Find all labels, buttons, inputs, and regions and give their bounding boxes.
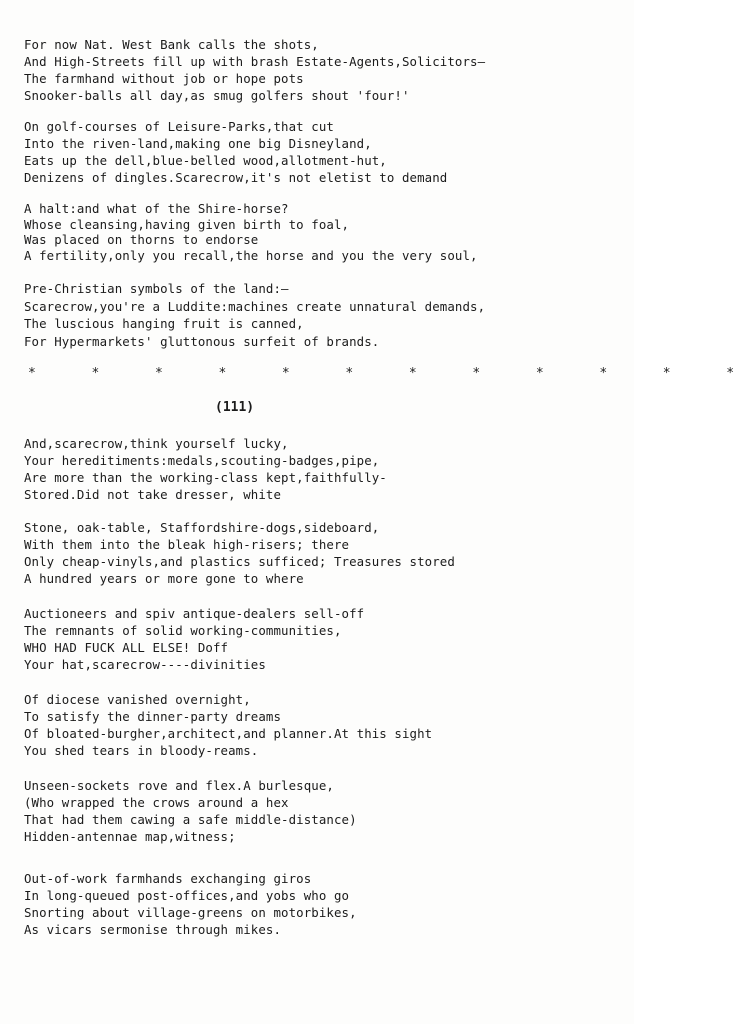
poem-line: For now Nat. West Bank calls the shots,	[24, 37, 319, 52]
poem-line: WHO HAD FUCK ALL ELSE! Doff	[24, 640, 229, 655]
poem-line: Out-of-work farmhands exchanging giros	[24, 871, 312, 886]
poem-line: Unseen-sockets rove and flex.A burlesque,	[24, 778, 334, 793]
stanza-4	[24, 280, 624, 350]
poem-line: A fertility,only you recall,the horse and you the very soul,	[24, 247, 478, 263]
poem-line: As vicars sermonise through mikes.	[24, 922, 282, 937]
poem-line: With them into the bleak high-risers; there	[24, 537, 350, 552]
poem-line: Hidden-antennae map,witness;	[24, 829, 236, 844]
section-divider: * * * * * * * * * * * *	[28, 366, 734, 381]
poem-line: (Who wrapped the crows around a hex	[24, 795, 289, 810]
poem-line: The remnants of solid working-communities,	[24, 623, 342, 638]
poem-line: You shed tears in bloody-reams.	[24, 743, 259, 758]
poem-line: In long-queued post-offices,and yobs who go	[24, 888, 350, 903]
poem-line: Denizens of dingles.Scarecrow,it's not eletist to demand	[24, 170, 448, 185]
poem-line: The farmhand without job or hope pots	[24, 71, 304, 86]
stanza-7	[24, 605, 624, 673]
poem-line: Stone, oak-table, Staffordshire-dogs,sideboard,	[24, 520, 380, 535]
poem-line: Of bloated-burgher,architect,and planner.At this sight	[24, 726, 433, 741]
stanza-5	[24, 435, 624, 503]
poem-line: For Hypermarkets' gluttonous surfeit of brands.	[24, 333, 380, 349]
poem-line: Snooker-balls all day,as smug golfers shout 'four!'	[24, 88, 410, 103]
poem-line: Whose cleansing,having given birth to foal,	[24, 216, 350, 232]
stanza-6	[24, 519, 624, 587]
poem-line: Snorting about village-greens on motorbikes,	[24, 905, 357, 920]
poem-line: And,scarecrow,think yourself lucky,	[24, 436, 289, 451]
poem-line: A halt:and what of the Shire-horse?	[24, 201, 289, 216]
poem-line: Was placed on thorns to endorse	[24, 232, 259, 247]
stanza-2	[24, 118, 624, 186]
poem-line: The luscious hanging fruit is canned,	[24, 316, 304, 331]
poem-line: To satisfy the dinner-party dreams	[24, 709, 282, 724]
poem-line: Eats up the dell,blue-belled wood,allotment-hut,	[24, 153, 387, 168]
poem-line: Auctioneers and spiv antique-dealers sell-off	[24, 606, 365, 621]
poem-line: Into the riven-land,making one big Disneyland,	[24, 136, 372, 151]
poem-line: Pre-Christian symbols of the land:—	[24, 281, 289, 296]
poem-line: On golf-courses of Leisure-Parks,that cut	[24, 119, 334, 134]
poem-line: Your hereditiments:medals,scouting-badges,pipe,	[24, 453, 380, 468]
stanza-8	[24, 691, 624, 759]
stanza-10	[24, 870, 624, 938]
poem-line: Only cheap-vinyls,and plastics sufficed; Treasures stored	[24, 554, 455, 569]
stanza-1	[24, 36, 624, 104]
poem-line: A hundred years or more gone to where	[24, 571, 304, 586]
poem-line: Your hat,scarecrow----divinities	[24, 657, 266, 672]
poem-line: And High-Streets fill up with brash Estate-Agents,Solicitors—	[24, 54, 486, 69]
poem-line: That had them cawing a safe middle-distance)	[24, 812, 357, 827]
poem-line: Are more than the working-class kept,faithfully-	[24, 470, 387, 485]
poem-line: Of diocese vanished overnight,	[24, 692, 251, 707]
poem-line: Stored.Did not take dresser, white	[24, 487, 282, 502]
stanza-9	[24, 777, 624, 845]
poem-line: Scarecrow,you're a Luddite:machines create unnatural demands,	[24, 298, 486, 314]
stanza-3	[24, 201, 624, 263]
page-number: (111)	[215, 400, 255, 415]
